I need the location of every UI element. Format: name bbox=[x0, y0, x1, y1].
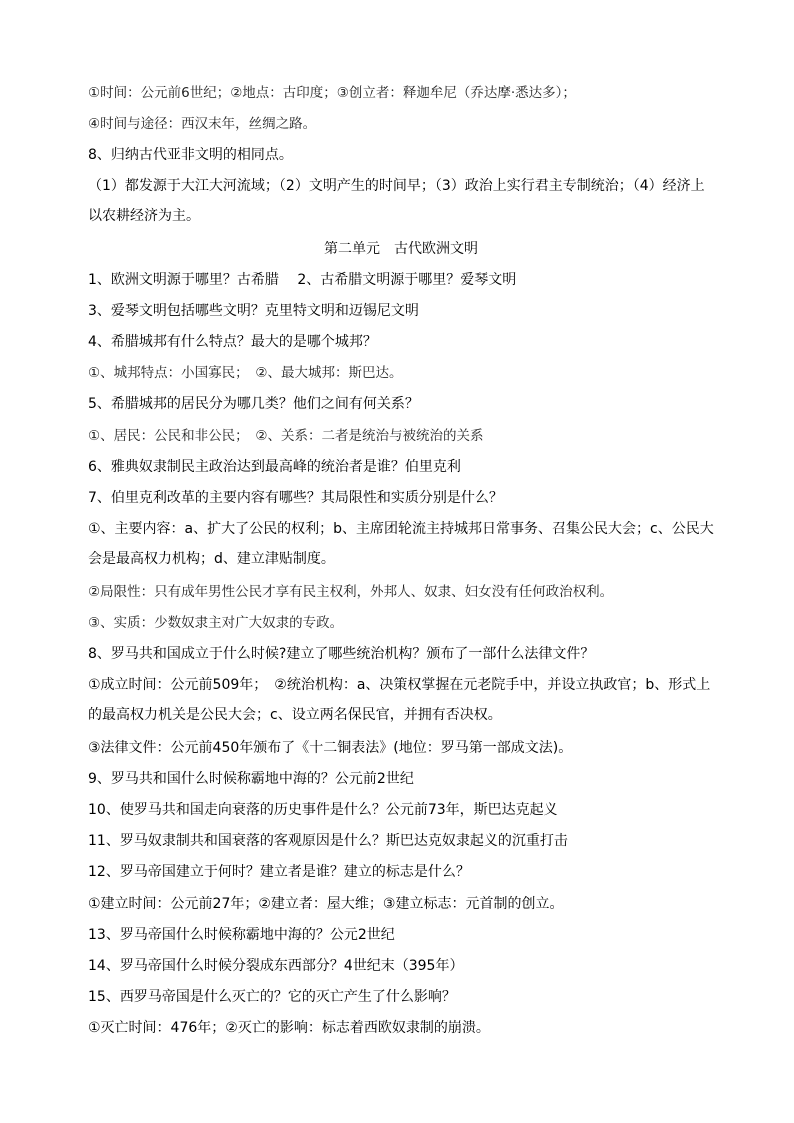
answer-15: ①灭亡时间：476年；②灭亡的影响：标志着西欧奴隶制的崩溃。 bbox=[88, 1020, 490, 1036]
answer-8-rome-time-institutions: ①成立时间：公元前509年； ②统治机构：a、决策权掌握在元老院手中，并设立执政官；b、形式上的最高权力机关是公民大会；c、设立两名保民官，并拥有否决权。 bbox=[88, 677, 711, 723]
answer-4: ①、城邦特点：小国寡民； ②、最大城邦：斯巴达。 bbox=[88, 365, 403, 381]
question-10: 10、使罗马共和国走向衰落的历史事件是什么？公元前73年，斯巴达克起义 bbox=[88, 802, 558, 818]
answer-7-essence: ③、实质：少数奴隶主对广大奴隶的专政。 bbox=[88, 615, 344, 631]
question-1-2: 1、欧洲文明源于哪里？古希腊 2、古希腊文明源于哪里？爱琴文明 bbox=[88, 272, 517, 288]
question-8-asia-africa: 8、归纳古代亚非文明的相同点。 bbox=[88, 147, 293, 163]
question-14: 14、罗马帝国什么时候分裂成东西部分？4世纪末（395年） bbox=[88, 958, 464, 974]
section-heading: 第二单元 古代欧洲文明 bbox=[324, 241, 478, 257]
answer-12: ①建立时间：公元前27年；②建立者：屋大维；③建立标志：元首制的创立。 bbox=[88, 896, 564, 912]
question-3: 3、爱琴文明包括哪些文明？克里特文明和迈锡尼文明 bbox=[88, 303, 419, 319]
question-7: 7、伯里克利改革的主要内容有哪些？其局限性和实质分别是什么？ bbox=[88, 490, 503, 506]
question-8-rome: 8、罗马共和国成立于什么时候?建立了哪些统治机构？颁布了一部什么法律文件？ bbox=[88, 646, 595, 662]
text-line-1: ①时间：公元前6世纪；②地点：古印度；③创立者：释迦牟尼（乔达摩·悉达多）； bbox=[88, 85, 576, 101]
question-5: 5、希腊城邦的居民分为哪几类？他们之间有何关系？ bbox=[88, 396, 419, 412]
question-11: 11、罗马奴隶制共和国衰落的客观原因是什么？斯巴达克奴隶起义的沉重打击 bbox=[88, 833, 568, 849]
answer-7-limitation: ②局限性：只有成年男性公民才享有民主权利，外邦人、奴隶、妇女没有任何政治权利。 bbox=[88, 584, 614, 600]
text-line-2: ④时间与途径：西汉末年，丝绸之路。 bbox=[88, 116, 317, 132]
question-12: 12、罗马帝国建立于何时？建立者是谁？建立的标志是什么？ bbox=[88, 864, 470, 880]
answer-8-asia-africa: （1）都发源于大江大河流域；（2）文明产生的时间早；（3）政治上实行君主专制统治；（4）经济上以农耕经济为主。 bbox=[88, 178, 705, 224]
question-4: 4、希腊城邦有什么特点？最大的是哪个城邦？ bbox=[88, 334, 377, 350]
answer-5: ①、居民：公民和非公民； ②、关系：二者是统治与被统治的关系 bbox=[88, 428, 484, 444]
question-6: 6、雅典奴隶制民主政治达到最高峰的统治者是谁？伯里克利 bbox=[88, 459, 461, 475]
question-15: 15、西罗马帝国是什么灭亡的？它的灭亡产生了什么影响？ bbox=[88, 989, 456, 1005]
answer-8-rome-law: ③法律文件：公元前450年颁布了《十二铜表法》(地位：罗马第一部成文法)。 bbox=[88, 740, 573, 756]
question-9: 9、罗马共和国什么时候称霸地中海的？公元前2世纪 bbox=[88, 771, 414, 787]
question-13: 13、罗马帝国什么时候称霸地中海的？公元2世纪 bbox=[88, 927, 395, 943]
answer-7-content: ①、主要内容：a、扩大了公民的权利；b、主席团轮流主持城邦日常事务、召集公民大会；c、公民大会是最高权力机构；d、建立津贴制度。 bbox=[88, 521, 714, 567]
